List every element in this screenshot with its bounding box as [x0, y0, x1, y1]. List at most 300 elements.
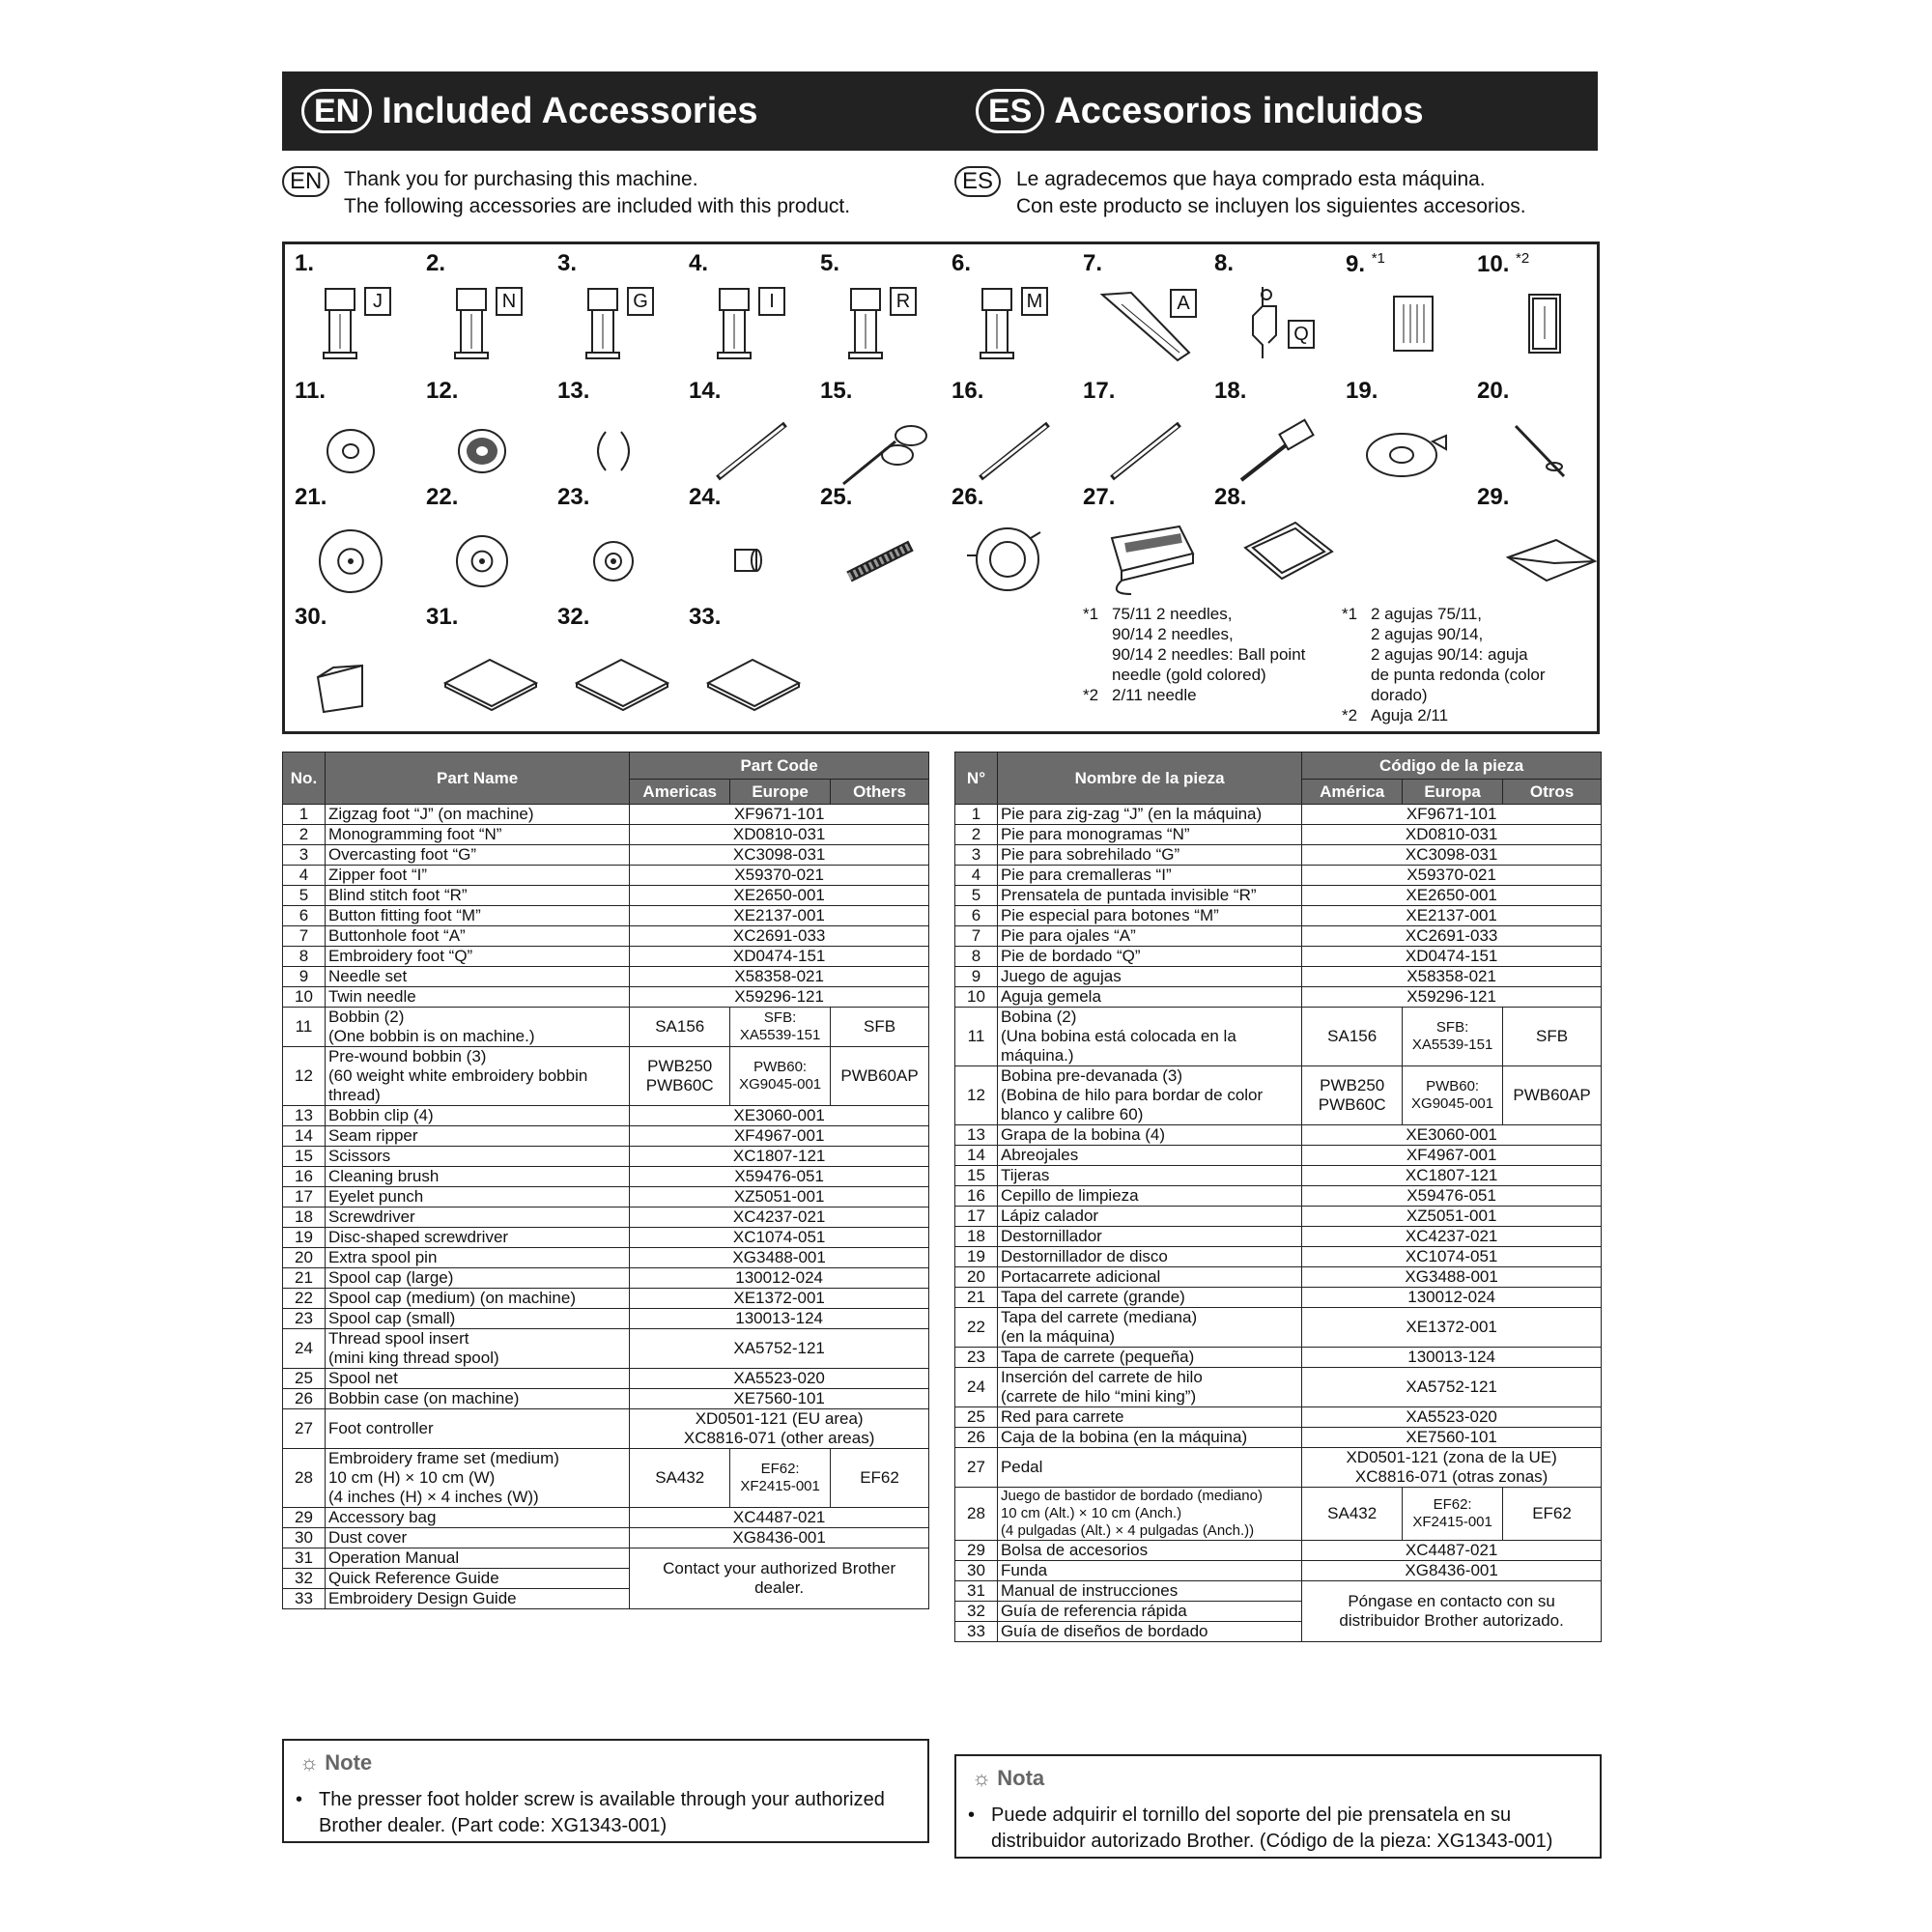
accessory-number: 27. [1083, 484, 1116, 510]
part-code: XG8436-001 [1302, 1561, 1602, 1581]
accessory-item [557, 484, 683, 600]
header-no: No. [283, 753, 326, 805]
row-number: 29 [283, 1508, 326, 1528]
accessory-item [557, 250, 683, 366]
header-region: Europa [1403, 780, 1503, 805]
intro-line: Le agradecemos que haya comprado esta máquina. [1016, 168, 1486, 190]
part-name: Button fitting foot “M” [325, 906, 629, 926]
part-name: Accessory bag [325, 1508, 629, 1528]
accessory-number: 17. [1083, 378, 1116, 404]
row-number: 22 [955, 1308, 998, 1348]
header-region: Others [831, 780, 929, 805]
table-row [283, 1208, 929, 1228]
part-name: Bobbin clip (4) [325, 1106, 629, 1126]
footnote-text: 90/14 2 needles, [1112, 625, 1234, 643]
table-row [955, 987, 1602, 1008]
accessory-number: 20. [1477, 378, 1510, 404]
footnotes-en [1083, 604, 1334, 705]
row-number: 32 [283, 1569, 326, 1589]
part-name: Pie de bordado “Q” [997, 947, 1301, 967]
part-name: Cepillo de limpieza [997, 1186, 1301, 1207]
code-others: PWB60AP [831, 1047, 929, 1106]
code-americas: PWB250 PWB60C [1302, 1066, 1403, 1125]
part-name: Needle set [325, 967, 629, 987]
row-number: 13 [283, 1106, 326, 1126]
table-row [283, 1409, 929, 1449]
part-code: X59370-021 [1302, 866, 1602, 886]
manual-icon [698, 639, 814, 716]
row-number: 15 [955, 1166, 998, 1186]
part-name: Destornillador [997, 1227, 1301, 1247]
row-number: 12 [955, 1066, 998, 1125]
part-name: Embroidery Design Guide [325, 1589, 629, 1609]
footnote-text: 2 agujas 90/14, [1371, 625, 1484, 643]
row-number: 10 [955, 987, 998, 1008]
accessory-number: 25. [820, 484, 853, 510]
accessory-number: 31. [426, 604, 459, 630]
part-name: Aguja gemela [997, 987, 1301, 1008]
part-code: XD0474-151 [1302, 947, 1602, 967]
table-row [955, 805, 1602, 825]
title-es: Accesorios incluidos [1054, 90, 1424, 131]
row-number: 25 [955, 1407, 998, 1428]
accessory-number: 6. [952, 250, 972, 276]
accessory-number: 2. [426, 250, 446, 276]
table-row [955, 1581, 1602, 1602]
part-name: Abreojales [997, 1146, 1301, 1166]
part-name: Portacarrete adicional [997, 1267, 1301, 1288]
part-name: Bobina (2) (Una bobina está colocada en la máquina.) [997, 1008, 1301, 1066]
part-name: Pie para sobrehilado “G” [997, 845, 1301, 866]
row-number: 13 [955, 1125, 998, 1146]
header-no: N° [955, 753, 998, 805]
spool-cap-small-icon [567, 519, 683, 596]
part-code: XD0810-031 [1302, 825, 1602, 845]
part-code: XF4967-001 [630, 1126, 929, 1147]
embroidery-frame-icon [1224, 519, 1340, 596]
spool-cap-medium-icon [436, 519, 552, 596]
row-number: 8 [283, 947, 326, 967]
part-name: Funda [997, 1561, 1301, 1581]
spool-insert-icon [698, 519, 814, 596]
table-row [955, 1348, 1602, 1368]
footnote-mark: *1 [1371, 250, 1385, 267]
header-region: Otros [1503, 780, 1602, 805]
intro-en [282, 166, 939, 220]
code-americas: PWB250 PWB60C [630, 1047, 730, 1106]
part-name: Seam ripper [325, 1126, 629, 1147]
table-row [283, 1187, 929, 1208]
table-row [283, 1248, 929, 1268]
row-number: 1 [955, 805, 998, 825]
part-name: Bolsa de accesorios [997, 1541, 1301, 1561]
table-row [283, 906, 929, 926]
footnote-text: needle (gold colored) [1112, 666, 1266, 684]
part-name: Pie especial para botones “M” [997, 906, 1301, 926]
accessory-number: 15. [820, 378, 853, 404]
code-others: SFB [1503, 1008, 1602, 1066]
footnote-mark: *2 [1083, 686, 1099, 704]
part-name: Zigzag foot “J” (on machine) [325, 805, 629, 825]
scissors-icon [830, 412, 946, 490]
row-number: 28 [283, 1449, 326, 1508]
row-number: 21 [955, 1288, 998, 1308]
bullet: • [296, 1789, 303, 1810]
table-row [283, 1449, 929, 1508]
part-name: Pie para monogramas “N” [997, 825, 1301, 845]
footnote-text: 2 agujas 75/11, [1371, 605, 1482, 623]
note-box-en [282, 1739, 929, 1843]
lang-badge-en: EN [282, 166, 329, 197]
part-code: 130013-124 [630, 1309, 929, 1329]
accessory-item [1214, 378, 1340, 494]
row-number: 15 [283, 1147, 326, 1167]
accessory-item [426, 250, 552, 366]
accessory-number: 32. [557, 604, 590, 630]
part-code: XD0501-121 (zona de la UE) XC8816-071 (otras zonas) [1302, 1448, 1602, 1488]
accessory-number: 26. [952, 484, 984, 510]
eyelet-punch-icon [1093, 412, 1208, 490]
footnote-line [1342, 705, 1593, 725]
row-number: 11 [955, 1008, 998, 1066]
part-code: Póngase en contacto con su distribuidor Brother autorizado. [1302, 1581, 1602, 1642]
row-number: 20 [955, 1267, 998, 1288]
part-name: Pie para cremalleras “I” [997, 866, 1301, 886]
row-number: 26 [955, 1428, 998, 1448]
footnote-indent [1083, 624, 1112, 644]
header-region: Americas [630, 780, 730, 805]
accessory-number: 14. [689, 378, 722, 404]
code-americas: SA156 [1302, 1008, 1403, 1066]
table-row [283, 1268, 929, 1289]
accessory-number: 5. [820, 250, 840, 276]
foot-letter-label: A [1170, 289, 1197, 318]
note-text: Puede adquirir el tornillo del soporte del pie prensatela en su distribuidor autorizado Brother. (Código de la pieza: XG1343-001) [991, 1804, 1553, 1852]
table-row [283, 1508, 929, 1528]
accessory-item [426, 484, 552, 600]
accessory-item [1083, 484, 1208, 600]
table-row [283, 1528, 929, 1548]
parts-table-es [954, 752, 1602, 1642]
note-title [972, 1766, 1600, 1791]
accessory-item [1214, 484, 1340, 600]
part-code: XF9671-101 [630, 805, 929, 825]
footnote-line [1342, 665, 1593, 685]
footnote-text: dorado) [1371, 686, 1428, 704]
table-row [955, 886, 1602, 906]
lang-badge-en: EN [301, 89, 372, 133]
footnote-indent [1342, 685, 1371, 705]
table-row [283, 926, 929, 947]
part-code: XE1372-001 [1302, 1308, 1602, 1348]
screwdriver-icon [1224, 412, 1340, 490]
row-number: 31 [283, 1548, 326, 1569]
table-row [283, 1106, 929, 1126]
part-code: XC1074-051 [630, 1228, 929, 1248]
table-row [955, 1207, 1602, 1227]
row-number: 24 [955, 1368, 998, 1407]
accessory-item [1083, 378, 1208, 494]
accessories-grid [282, 242, 1600, 734]
row-number: 3 [283, 845, 326, 866]
part-code: XF4967-001 [1302, 1146, 1602, 1166]
header-bar [282, 71, 1598, 151]
footnote-text: de punta redonda (color [1371, 666, 1546, 684]
footnote-line [1342, 644, 1593, 665]
manual-icon [567, 639, 683, 716]
table-row [955, 1247, 1602, 1267]
table-row [283, 1228, 929, 1248]
part-name: Tijeras [997, 1166, 1301, 1186]
table-row [283, 805, 929, 825]
intro-line: The following accessories are included with this product. [344, 195, 851, 217]
intro-es [954, 166, 1611, 220]
row-number: 28 [955, 1488, 998, 1541]
row-number: 4 [283, 866, 326, 886]
part-name: Guía de referencia rápida [997, 1602, 1301, 1622]
code-others: EF62 [1503, 1488, 1602, 1541]
accessory-item [295, 484, 420, 600]
part-name: Overcasting foot “G” [325, 845, 629, 866]
part-name: Embroidery foot “Q” [325, 947, 629, 967]
part-code: XD0474-151 [630, 947, 929, 967]
table-row [955, 947, 1602, 967]
accessory-item [1477, 484, 1603, 600]
table-row [283, 886, 929, 906]
table-row [283, 1126, 929, 1147]
table-row [955, 906, 1602, 926]
row-number: 1 [283, 805, 326, 825]
part-name: Tapa del carrete (grande) [997, 1288, 1301, 1308]
part-name: Inserción del carrete de hilo (carrete de hilo “mini king”) [997, 1368, 1301, 1407]
lang-badge-es: ES [954, 166, 1001, 197]
part-code: XG8436-001 [630, 1528, 929, 1548]
part-name: Dust cover [325, 1528, 629, 1548]
code-europe: PWB60: XG9045-001 [1403, 1066, 1503, 1125]
table-row [955, 1368, 1602, 1407]
code-others: EF62 [831, 1449, 929, 1508]
accessory-item [557, 378, 683, 494]
table-row [283, 1289, 929, 1309]
part-code: XC3098-031 [630, 845, 929, 866]
part-code: X58358-021 [1302, 967, 1602, 987]
table-row [283, 1147, 929, 1167]
table-row [955, 1488, 1602, 1541]
part-code: 130012-024 [630, 1268, 929, 1289]
table-row [955, 866, 1602, 886]
table-row [283, 825, 929, 845]
header-region: América [1302, 780, 1403, 805]
part-code: 130012-024 [1302, 1288, 1602, 1308]
accessory-item [820, 484, 946, 600]
table-row [955, 1288, 1602, 1308]
part-code: XE2650-001 [1302, 886, 1602, 906]
table-row [283, 1167, 929, 1187]
row-number: 26 [283, 1389, 326, 1409]
footnote-line [1083, 604, 1334, 624]
prewound-bobbin-icon [436, 412, 552, 490]
row-number: 17 [955, 1207, 998, 1227]
part-code: XA5752-121 [630, 1329, 929, 1369]
part-name: Bobina pre-devanada (3) (Bobina de hilo para bordar de color blanco y calibre 60) [997, 1066, 1301, 1125]
accessory-number: 4. [689, 250, 709, 276]
row-number: 31 [955, 1581, 998, 1602]
bullet: • [968, 1804, 976, 1826]
table-row [955, 967, 1602, 987]
footnote-text: 90/14 2 needles: Ball point [1112, 645, 1306, 664]
part-code: XC4487-021 [630, 1508, 929, 1528]
part-name: Twin needle [325, 987, 629, 1008]
accessory-number: 24. [689, 484, 722, 510]
footnote-line [1083, 685, 1334, 705]
part-name: Pedal [997, 1448, 1301, 1488]
row-number: 20 [283, 1248, 326, 1268]
part-name: Juego de agujas [997, 967, 1301, 987]
footnote-text: 2 agujas 90/14: aguja [1371, 645, 1528, 664]
part-name: Tapa de carrete (pequeña) [997, 1348, 1301, 1368]
row-number: 8 [955, 947, 998, 967]
accessory-item [689, 484, 814, 600]
accessory-item [952, 250, 1077, 366]
part-code: XC2691-033 [630, 926, 929, 947]
part-code: XE1372-001 [630, 1289, 929, 1309]
spool-cap-large-icon [304, 519, 420, 596]
part-name: Buttonhole foot “A” [325, 926, 629, 947]
table-row [955, 926, 1602, 947]
row-number: 4 [955, 866, 998, 886]
code-others: PWB60AP [1503, 1066, 1602, 1125]
row-number: 30 [955, 1561, 998, 1581]
part-name: Red para carrete [997, 1407, 1301, 1428]
accessory-item [1477, 250, 1603, 366]
part-name: Destornillador de disco [997, 1247, 1301, 1267]
accessory-item [820, 378, 946, 494]
accessory-item [689, 378, 814, 494]
accessory-number: 8. [1214, 250, 1235, 276]
part-name: Quick Reference Guide [325, 1569, 629, 1589]
accessory-item [295, 604, 420, 720]
accessory-item [952, 484, 1077, 600]
table-row [955, 1166, 1602, 1186]
part-code: X59296-121 [630, 987, 929, 1008]
part-name: Tapa del carrete (mediana) (en la máquina) [997, 1308, 1301, 1348]
bobbin-case-icon [961, 519, 1077, 596]
row-number: 18 [283, 1208, 326, 1228]
part-code: X59296-121 [1302, 987, 1602, 1008]
accessory-item [295, 250, 420, 366]
part-name: Embroidery frame set (medium) 10 cm (H) × 10 cm (W) (4 inches (H) × 4 inches (W)) [325, 1449, 629, 1508]
lightbulb-icon: ☼ [972, 1766, 998, 1790]
seam-ripper-icon [698, 412, 814, 490]
row-number: 5 [955, 886, 998, 906]
table-row [283, 1047, 929, 1106]
embroidery-foot-icon [1224, 285, 1340, 362]
note-title [299, 1750, 927, 1776]
table-row [955, 1308, 1602, 1348]
row-number: 17 [283, 1187, 326, 1208]
footnote-indent [1083, 665, 1112, 685]
foot-letter-label: G [627, 287, 654, 316]
table-row [955, 1428, 1602, 1448]
accessory-number: 18. [1214, 378, 1247, 404]
intro-line: Thank you for purchasing this machine. [344, 168, 698, 190]
part-code: XC1807-121 [630, 1147, 929, 1167]
row-number: 2 [955, 825, 998, 845]
presser-foot-icon [436, 285, 552, 362]
part-name: Lápiz calador [997, 1207, 1301, 1227]
row-number: 32 [955, 1602, 998, 1622]
bobbin-icon [304, 412, 420, 490]
cleaning-brush-icon [961, 412, 1077, 490]
row-number: 6 [955, 906, 998, 926]
presser-foot-icon [304, 285, 420, 362]
row-number: 5 [283, 886, 326, 906]
accessory-number: 23. [557, 484, 590, 510]
footnote-line [1083, 665, 1334, 685]
accessory-item [426, 604, 552, 720]
dust-cover-icon [304, 639, 420, 716]
table-row [955, 825, 1602, 845]
twin-needle-icon [1487, 285, 1603, 362]
row-number: 22 [283, 1289, 326, 1309]
title-en: Included Accessories [382, 90, 758, 131]
header-part-name: Nombre de la pieza [997, 753, 1301, 805]
footnote-text: 2/11 needle [1112, 686, 1197, 704]
part-name: Prensatela de puntada invisible “R” [997, 886, 1301, 906]
bobbin-clip-icon [567, 412, 683, 490]
row-number: 12 [283, 1047, 326, 1106]
accessory-item [952, 378, 1077, 494]
part-code: X59370-021 [630, 866, 929, 886]
header-en [301, 71, 758, 151]
part-name: Blind stitch foot “R” [325, 886, 629, 906]
accessory-item [1346, 250, 1471, 366]
part-code: XA5523-020 [1302, 1407, 1602, 1428]
accessory-number: 7. [1083, 250, 1103, 276]
part-name: Spool cap (large) [325, 1268, 629, 1289]
table-row [955, 1561, 1602, 1581]
row-number: 27 [955, 1448, 998, 1488]
footnote-mark: *1 [1342, 605, 1358, 623]
code-americas: SA432 [630, 1449, 730, 1508]
code-americas: SA432 [1302, 1488, 1403, 1541]
row-number: 10 [283, 987, 326, 1008]
header-es [976, 71, 1424, 151]
spool-net-icon [830, 519, 946, 596]
part-name: Monogramming foot “N” [325, 825, 629, 845]
accessory-item [689, 250, 814, 366]
header-part-name: Part Name [325, 753, 629, 805]
part-name: Caja de la bobina (en la máquina) [997, 1428, 1301, 1448]
accessory-number: 33. [689, 604, 722, 630]
part-code: XD0501-121 (EU area) XC8816-071 (other areas) [630, 1409, 929, 1449]
note-title-text: Nota [997, 1766, 1045, 1790]
footnote-line [1342, 604, 1593, 624]
table-row [955, 1008, 1602, 1066]
foot-letter-label: N [496, 287, 523, 316]
accessory-item [1477, 378, 1603, 494]
row-number: 21 [283, 1268, 326, 1289]
table-row [283, 947, 929, 967]
header-part-code: Part Code [630, 753, 929, 780]
row-number: 18 [955, 1227, 998, 1247]
table-row [283, 866, 929, 886]
table-row [283, 1008, 929, 1047]
row-number: 14 [283, 1126, 326, 1147]
footnote-mark: *1 [1083, 605, 1099, 623]
accessory-number: 30. [295, 604, 327, 630]
accessory-item [295, 378, 420, 494]
